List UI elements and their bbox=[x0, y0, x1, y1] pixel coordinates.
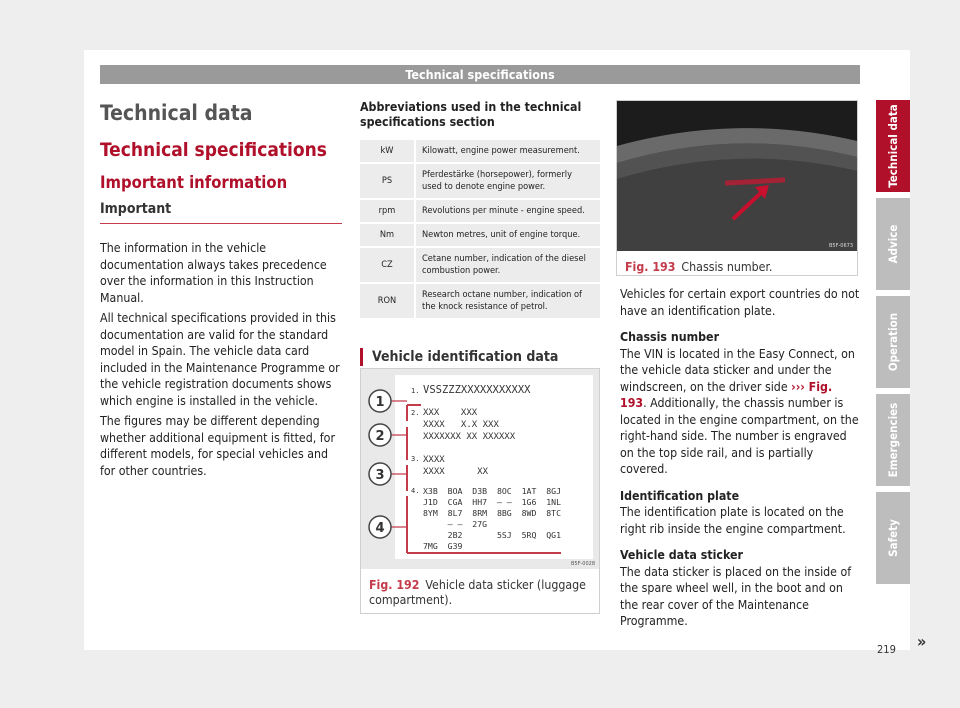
table-row bbox=[360, 224, 600, 246]
callout-4 bbox=[369, 516, 391, 538]
vin-line: VSSZZZXXXXXXXXXXX bbox=[423, 384, 531, 396]
abbr-key: RON bbox=[360, 284, 416, 318]
tab-emergencies[interactable] bbox=[876, 394, 910, 486]
figure-193-link[interactable]: ››› Fig. 193 bbox=[620, 379, 833, 410]
paragraph: The figures may be different depending whether additional equipment is fitted, for different models, for special vehicles and for other countries. bbox=[100, 414, 335, 478]
sticker-line: – – 27G bbox=[423, 519, 488, 529]
heading-technical-specifications: Technical specifications bbox=[100, 139, 327, 161]
figure-caption-text: Chassis number. bbox=[681, 260, 773, 274]
sticker-line: XXXXXXX XX XXXXXX bbox=[423, 432, 516, 442]
section-title-vehicle-identification: Vehicle identification data bbox=[372, 349, 559, 365]
abbr-key: Nm bbox=[360, 224, 416, 246]
continue-icon: » bbox=[917, 632, 927, 651]
chassis-title: Chassis number bbox=[620, 330, 720, 344]
sticker-text: The data sticker is placed on the inside of the spare wheel well, in the boot and on the rear cover of the Maintenance Programme. bbox=[620, 564, 852, 628]
figure-caption-text: Vehicle data sticker (luggage compartment). bbox=[369, 578, 586, 607]
figure-caption bbox=[361, 573, 599, 608]
heading-important-wrap bbox=[100, 200, 342, 224]
callout-3 bbox=[369, 463, 391, 485]
tab-label: Safety bbox=[886, 519, 900, 557]
page bbox=[84, 50, 927, 651]
figure-192 bbox=[360, 368, 600, 614]
callout-number: 3 bbox=[375, 468, 385, 483]
heading-important: Important bbox=[100, 201, 172, 217]
column-left bbox=[100, 100, 342, 483]
sticker-line: 2B2 5SJ 5RQ QG1 bbox=[423, 530, 562, 540]
plate-text: The identification plate is located on the right rib inside the engine compartment. bbox=[620, 505, 846, 536]
table-row bbox=[360, 140, 600, 162]
sticker-line: XXXX X.X XXX bbox=[423, 420, 499, 430]
column-middle bbox=[360, 100, 600, 372]
sticker-line: 7MG G39 bbox=[423, 541, 463, 551]
sticker-title: Vehicle data sticker bbox=[620, 548, 743, 562]
chassis-text-a: The VIN is located in the Easy Connect, on the vehicle data sticker and under the windscreen, on the driver side bbox=[620, 346, 855, 394]
abbr-value: Newton metres, unit of engine torque. bbox=[416, 224, 600, 246]
tab-advice[interactable] bbox=[876, 198, 910, 290]
abbreviations-title: Abbreviations used in the technical specifications section bbox=[360, 100, 582, 129]
paragraph-plate bbox=[620, 488, 860, 538]
callout-1 bbox=[369, 390, 391, 412]
vehicle-data-sticker-image bbox=[361, 369, 599, 569]
paragraph: The information in the vehicle documentation always takes precedence over the information in this Instruction Manual. bbox=[100, 241, 327, 305]
sticker-line: XXX XXX bbox=[423, 408, 478, 418]
section-number: 4. bbox=[411, 487, 420, 495]
table-row bbox=[360, 164, 600, 198]
page-header-title: Technical specifications bbox=[100, 65, 860, 84]
callout-number: 1 bbox=[375, 395, 385, 410]
paragraph-sticker bbox=[620, 547, 860, 630]
abbr-value: Pferdestärke (horsepower), formerly used to denote engine power. bbox=[416, 164, 600, 198]
figure-number: Fig. 192 bbox=[369, 578, 420, 592]
callout-number: 2 bbox=[375, 429, 385, 444]
abbreviations-table bbox=[360, 138, 600, 320]
paragraph-chassis bbox=[620, 329, 860, 478]
figure-caption bbox=[617, 255, 857, 275]
abbr-value: Research octane number, indication of the knock resistance of petrol. bbox=[416, 284, 600, 318]
divider bbox=[100, 223, 342, 224]
abbr-value: Revolutions per minute - engine speed. bbox=[416, 200, 600, 222]
chassis-number-image bbox=[617, 101, 857, 251]
table-row bbox=[360, 284, 600, 318]
heading-important-information: Important information bbox=[100, 173, 288, 192]
paragraph: Vehicles for certain export countries do not have an identification plate. bbox=[620, 287, 860, 318]
sticker-line: J1D CGA HH7 – – 1G6 1NL bbox=[423, 497, 562, 507]
tab-label: Technical data bbox=[886, 104, 900, 188]
sticker-line: XXXX XX bbox=[423, 467, 489, 477]
section-number: 3. bbox=[411, 455, 420, 463]
table-row bbox=[360, 200, 600, 222]
abbr-value: Kilowatt, engine power measurement. bbox=[416, 140, 600, 162]
tab-operation[interactable] bbox=[876, 296, 910, 388]
section-marker bbox=[360, 348, 363, 366]
sticker-line: X3B BOA D3B 8OC 1AT 8GJ bbox=[423, 486, 562, 496]
page-number: 219 bbox=[877, 643, 896, 656]
chassis-text-b: . Additionally, the chassis number is located in the engine compartment, on the right-hand side. The number is engraved on the top side rail, and is partially covered. bbox=[620, 396, 859, 476]
sticker-line: 8YM 8L7 8RM 8BG 8WD 8TC bbox=[423, 508, 562, 518]
abbr-key: rpm bbox=[360, 200, 416, 222]
callout-number: 4 bbox=[375, 521, 385, 536]
abbr-key: CZ bbox=[360, 248, 416, 282]
abbr-value: Cetane number, indication of the diesel combustion power. bbox=[416, 248, 600, 282]
table-row bbox=[360, 248, 600, 282]
sticker-line: XXXX bbox=[423, 455, 445, 465]
section-number: 1. bbox=[411, 387, 420, 395]
tab-label: Advice bbox=[886, 224, 900, 264]
figure-number: Fig. 193 bbox=[625, 260, 676, 274]
tab-label: Operation bbox=[886, 312, 900, 372]
section-number: 2. bbox=[411, 409, 420, 417]
tab-label: Emergencies bbox=[886, 402, 900, 478]
abbr-key: kW bbox=[360, 140, 416, 162]
figure-code: B5F-0673 bbox=[829, 243, 854, 249]
tab-technical-data[interactable] bbox=[876, 100, 910, 192]
tab-safety[interactable] bbox=[876, 492, 910, 584]
callout-2 bbox=[369, 424, 391, 446]
abbr-key: PS bbox=[360, 164, 416, 198]
figure-193 bbox=[616, 100, 858, 276]
column-right bbox=[620, 286, 860, 640]
figure-code: B5F-0028 bbox=[571, 561, 596, 567]
heading-technical-data: Technical data bbox=[100, 101, 253, 125]
plate-title: Identification plate bbox=[620, 488, 740, 503]
paragraph: All technical specifications provided in this documentation are valid for the standard model in Spain. The vehicle data card included in the Maintenance Programme or the vehicle registration documents shows which engine is installed in the vehicle. bbox=[100, 311, 340, 408]
